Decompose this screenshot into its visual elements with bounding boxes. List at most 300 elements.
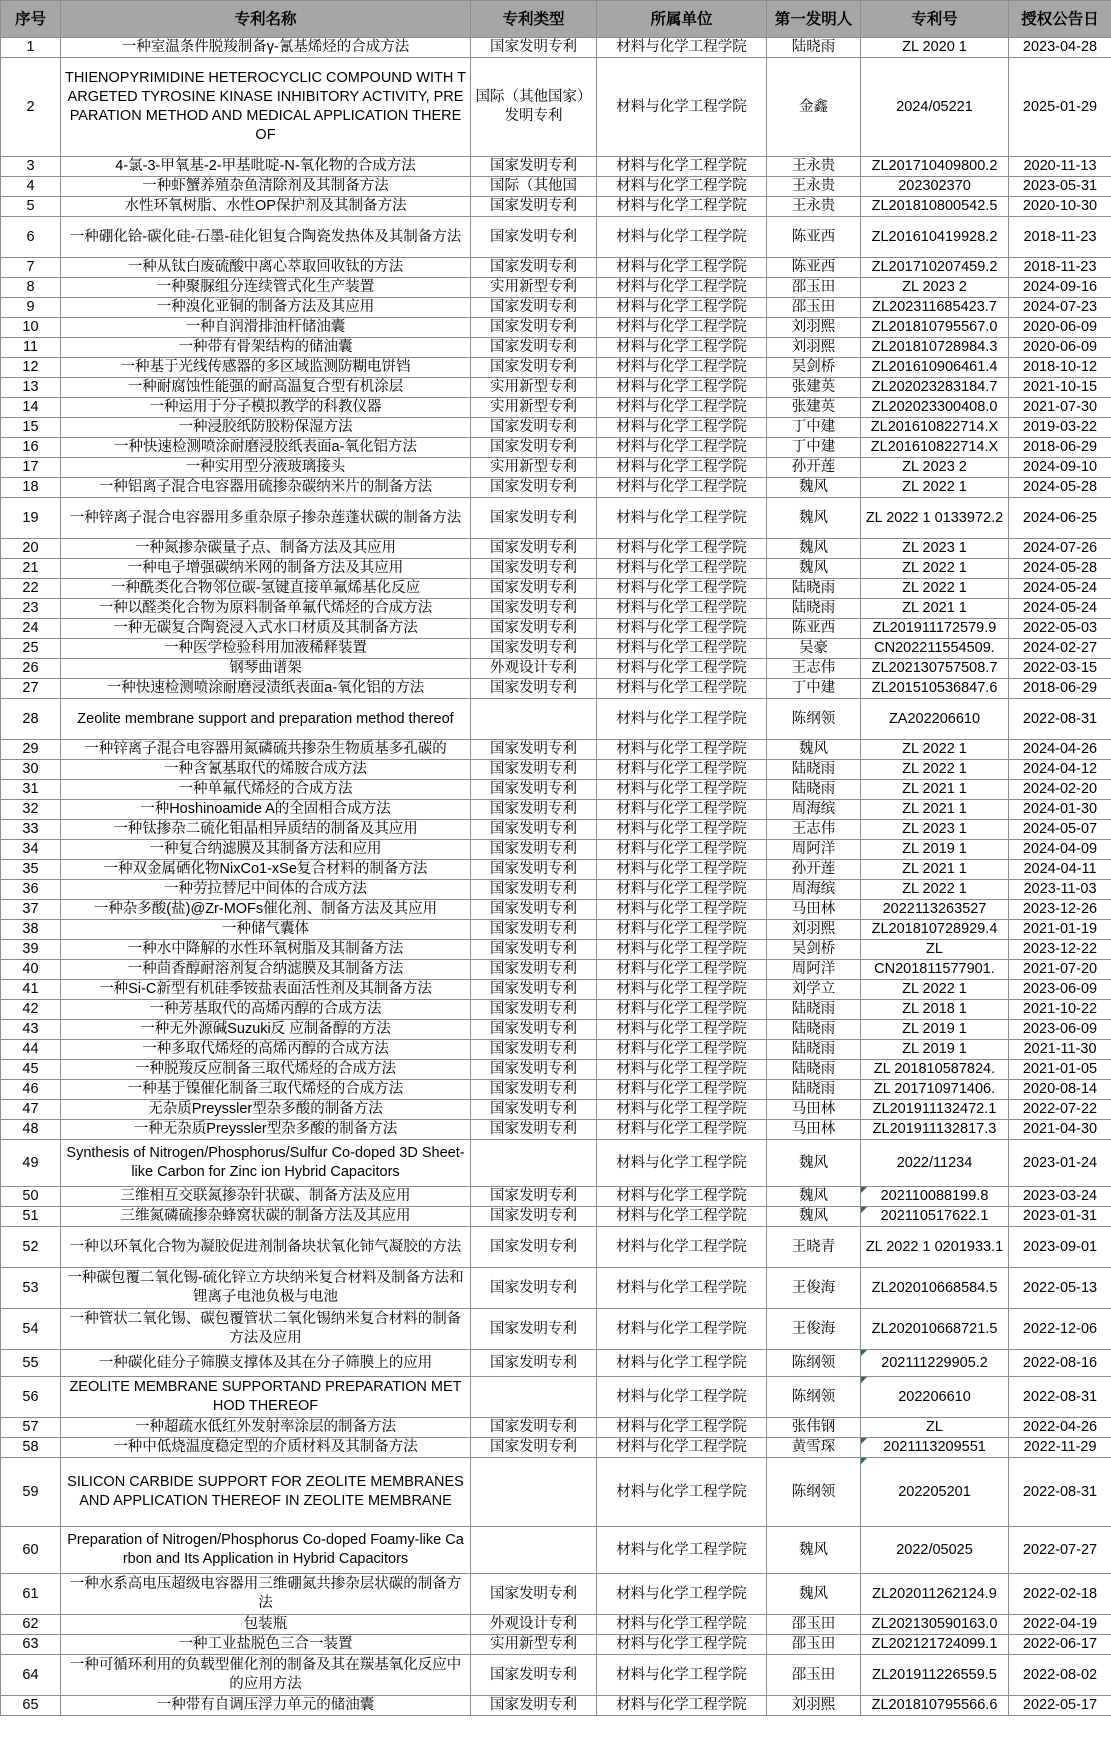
cell-name[interactable]: 一种虾蟹养殖杂鱼清除剂及其制备方法	[61, 177, 471, 197]
cell-date[interactable]: 2022-05-17	[1009, 1696, 1111, 1716]
cell-date[interactable]: 2022-08-16	[1009, 1350, 1111, 1377]
cell-organization[interactable]: 材料与化学工程学院	[597, 539, 767, 559]
cell-organization[interactable]: 材料与化学工程学院	[597, 1458, 767, 1527]
cell-date[interactable]: 2023-01-24	[1009, 1140, 1111, 1187]
cell-date[interactable]: 2019-03-22	[1009, 418, 1111, 438]
cell-patent-number[interactable]: ZL 2022 1 0201933.1	[861, 1227, 1009, 1268]
cell-patent-number[interactable]: 2022/05025	[861, 1527, 1009, 1574]
cell-index[interactable]: 27	[1, 679, 61, 699]
cell-patent-number[interactable]: ZL 2022 1	[861, 880, 1009, 900]
cell-inventor[interactable]: 陆晓雨	[767, 1000, 861, 1020]
cell-organization[interactable]: 材料与化学工程学院	[597, 1060, 767, 1080]
cell-patent-number[interactable]: CN201811577901.	[861, 960, 1009, 980]
cell-inventor[interactable]: 陈亚西	[767, 258, 861, 278]
cell-organization[interactable]: 材料与化学工程学院	[597, 820, 767, 840]
cell-type[interactable]: 国家发明专利	[471, 1227, 597, 1268]
cell-name[interactable]: 一种溴化亚铜的制备方法及其应用	[61, 298, 471, 318]
cell-type[interactable]: 国家发明专利	[471, 679, 597, 699]
cell-type[interactable]: 国家发明专利	[471, 539, 597, 559]
cell-organization[interactable]: 材料与化学工程学院	[597, 1696, 767, 1716]
cell-name[interactable]: 一种单氟代烯烃的合成方法	[61, 780, 471, 800]
cell-date[interactable]: 2020-10-30	[1009, 197, 1111, 217]
cell-date[interactable]: 2024-06-25	[1009, 498, 1111, 539]
cell-name[interactable]: 一种无碳复合陶瓷浸入式水口材质及其制备方法	[61, 619, 471, 639]
cell-inventor[interactable]: 王志伟	[767, 820, 861, 840]
cell-type[interactable]: 国家发明专利	[471, 318, 597, 338]
cell-date[interactable]: 2018-06-29	[1009, 438, 1111, 458]
cell-date[interactable]: 2022-02-18	[1009, 1574, 1111, 1615]
cell-inventor[interactable]: 陆晓雨	[767, 1080, 861, 1100]
cell-patent-number[interactable]: ZL202130757508.7	[861, 659, 1009, 679]
cell-name[interactable]: 一种耐腐蚀性能强的耐高温复合型有机涂层	[61, 378, 471, 398]
cell-organization[interactable]: 材料与化学工程学院	[597, 800, 767, 820]
cell-type[interactable]: 国家发明专利	[471, 1060, 597, 1080]
cell-patent-number[interactable]: 202111229905.2	[861, 1350, 1009, 1377]
cell-inventor[interactable]: 马田林	[767, 900, 861, 920]
cell-inventor[interactable]: 邵玉田	[767, 1615, 861, 1635]
cell-index[interactable]: 9	[1, 298, 61, 318]
cell-type[interactable]: 国家发明专利	[471, 1187, 597, 1207]
cell-name[interactable]: 一种锌离子混合电容器用氮磷硫共掺杂生物质基多孔碳的	[61, 740, 471, 760]
cell-type[interactable]: 国家发明专利	[471, 860, 597, 880]
cell-inventor[interactable]: 魏风	[767, 1574, 861, 1615]
header-patent-type[interactable]: 专利类型	[471, 1, 597, 38]
cell-type[interactable]: 国家发明专利	[471, 740, 597, 760]
cell-organization[interactable]: 材料与化学工程学院	[597, 1527, 767, 1574]
cell-index[interactable]: 3	[1, 157, 61, 177]
cell-patent-number[interactable]: ZL 201810587824.	[861, 1060, 1009, 1080]
cell-inventor[interactable]: 周阿洋	[767, 840, 861, 860]
cell-organization[interactable]: 材料与化学工程学院	[597, 1635, 767, 1655]
cell-name[interactable]: 一种硼化铪-碳化硅-石墨-硅化钽复合陶瓷发热体及其制备方法	[61, 217, 471, 258]
cell-inventor[interactable]: 王永贵	[767, 177, 861, 197]
cell-type[interactable]: 国家发明专利	[471, 780, 597, 800]
cell-date[interactable]: 2023-05-31	[1009, 177, 1111, 197]
cell-organization[interactable]: 材料与化学工程学院	[597, 1020, 767, 1040]
cell-organization[interactable]: 材料与化学工程学院	[597, 679, 767, 699]
cell-type[interactable]: 国家发明专利	[471, 1438, 597, 1458]
cell-index[interactable]: 18	[1, 478, 61, 498]
cell-inventor[interactable]: 陆晓雨	[767, 1020, 861, 1040]
cell-index[interactable]: 58	[1, 1438, 61, 1458]
cell-organization[interactable]: 材料与化学工程学院	[597, 599, 767, 619]
cell-type[interactable]: 国家发明专利	[471, 840, 597, 860]
cell-name[interactable]: Synthesis of Nitrogen/Phosphorus/Sulfur Co-doped 3D Sheet-like Carbon for Zinc ion Hybrid Capacitors	[61, 1140, 471, 1187]
cell-inventor[interactable]: 张建英	[767, 378, 861, 398]
cell-inventor[interactable]: 王俊海	[767, 1268, 861, 1309]
cell-type[interactable]: 国家发明专利	[471, 498, 597, 539]
cell-inventor[interactable]: 王志伟	[767, 659, 861, 679]
cell-index[interactable]: 52	[1, 1227, 61, 1268]
cell-name[interactable]: 钢琴曲谱架	[61, 659, 471, 679]
cell-organization[interactable]: 材料与化学工程学院	[597, 278, 767, 298]
cell-name[interactable]: 一种酰类化合物邻位碳-氢键直接单氟烯基化反应	[61, 579, 471, 599]
cell-date[interactable]: 2022-07-27	[1009, 1527, 1111, 1574]
cell-type[interactable]: 国家发明专利	[471, 298, 597, 318]
cell-date[interactable]: 2021-01-19	[1009, 920, 1111, 940]
cell-index[interactable]: 21	[1, 559, 61, 579]
cell-date[interactable]: 2018-06-29	[1009, 679, 1111, 699]
cell-date[interactable]: 2022-11-29	[1009, 1438, 1111, 1458]
header-index[interactable]: 序号	[1, 1, 61, 38]
cell-type[interactable]: 国家发明专利	[471, 418, 597, 438]
cell-date[interactable]: 2022-07-22	[1009, 1100, 1111, 1120]
cell-date[interactable]: 2021-11-30	[1009, 1040, 1111, 1060]
cell-name[interactable]: 一种带有骨架结构的储油囊	[61, 338, 471, 358]
cell-patent-number[interactable]: ZL 2019 1	[861, 840, 1009, 860]
cell-date[interactable]: 2023-12-26	[1009, 900, 1111, 920]
cell-patent-number[interactable]: ZL201610906461.4	[861, 358, 1009, 378]
cell-date[interactable]: 2024-02-27	[1009, 639, 1111, 659]
cell-index[interactable]: 33	[1, 820, 61, 840]
cell-date[interactable]: 2023-06-09	[1009, 980, 1111, 1000]
cell-patent-number[interactable]: 202110517622.1	[861, 1207, 1009, 1227]
cell-patent-number[interactable]: 202206610	[861, 1377, 1009, 1418]
cell-type[interactable]: 国家发明专利	[471, 900, 597, 920]
cell-patent-number[interactable]: ZL201610419928.2	[861, 217, 1009, 258]
cell-type[interactable]: 国家发明专利	[471, 1000, 597, 1020]
cell-type[interactable]: 国家发明专利	[471, 1309, 597, 1350]
cell-type[interactable]: 国家发明专利	[471, 1696, 597, 1716]
cell-patent-number[interactable]: ZL201810800542.5	[861, 197, 1009, 217]
cell-name[interactable]: 一种复合纳滤膜及其制备方法和应用	[61, 840, 471, 860]
cell-inventor[interactable]: 孙开莲	[767, 860, 861, 880]
cell-name[interactable]: 一种基于光线传感器的多区域监测防糊电饼铛	[61, 358, 471, 378]
cell-inventor[interactable]: 魏风	[767, 1207, 861, 1227]
cell-organization[interactable]: 材料与化学工程学院	[597, 1655, 767, 1696]
cell-index[interactable]: 57	[1, 1418, 61, 1438]
cell-index[interactable]: 14	[1, 398, 61, 418]
cell-patent-number[interactable]: 2024/05221	[861, 58, 1009, 157]
cell-type[interactable]: 国家发明专利	[471, 1655, 597, 1696]
cell-organization[interactable]: 材料与化学工程学院	[597, 1100, 767, 1120]
cell-patent-number[interactable]: 2022/11234	[861, 1140, 1009, 1187]
cell-date[interactable]: 2022-08-31	[1009, 699, 1111, 740]
cell-index[interactable]: 15	[1, 418, 61, 438]
cell-index[interactable]: 13	[1, 378, 61, 398]
cell-index[interactable]: 43	[1, 1020, 61, 1040]
cell-patent-number[interactable]: ZL201810795566.6	[861, 1696, 1009, 1716]
cell-type[interactable]: 实用新型专利	[471, 398, 597, 418]
cell-organization[interactable]: 材料与化学工程学院	[597, 318, 767, 338]
cell-organization[interactable]: 材料与化学工程学院	[597, 157, 767, 177]
cell-type[interactable]: 实用新型专利	[471, 378, 597, 398]
cell-date[interactable]: 2021-07-30	[1009, 398, 1111, 418]
cell-organization[interactable]: 材料与化学工程学院	[597, 1227, 767, 1268]
cell-name[interactable]: Zeolite membrane support and preparation method thereof	[61, 699, 471, 740]
cell-inventor[interactable]: 邵玉田	[767, 298, 861, 318]
cell-index[interactable]: 42	[1, 1000, 61, 1020]
cell-organization[interactable]: 材料与化学工程学院	[597, 1207, 767, 1227]
cell-type[interactable]: 国家发明专利	[471, 800, 597, 820]
cell-date[interactable]: 2023-03-24	[1009, 1187, 1111, 1207]
cell-name[interactable]: 一种Si-C新型有机硅季铵盐表面活性剂及其制备方法	[61, 980, 471, 1000]
cell-index[interactable]: 24	[1, 619, 61, 639]
cell-date[interactable]: 2021-10-15	[1009, 378, 1111, 398]
cell-organization[interactable]: 材料与化学工程学院	[597, 1574, 767, 1615]
cell-name[interactable]: 一种运用于分子模拟教学的科教仪器	[61, 398, 471, 418]
cell-patent-number[interactable]: ZL 2022 1	[861, 478, 1009, 498]
cell-patent-number[interactable]: ZL201510536847.6	[861, 679, 1009, 699]
cell-inventor[interactable]: 邵玉田	[767, 278, 861, 298]
cell-patent-number[interactable]: ZL 2022 1	[861, 559, 1009, 579]
cell-index[interactable]: 30	[1, 760, 61, 780]
cell-index[interactable]: 37	[1, 900, 61, 920]
cell-date[interactable]: 2024-04-11	[1009, 860, 1111, 880]
cell-date[interactable]: 2024-05-24	[1009, 579, 1111, 599]
cell-type[interactable]: 国家发明专利	[471, 820, 597, 840]
cell-type[interactable]: 国家发明专利	[471, 1268, 597, 1309]
cell-inventor[interactable]: 陆晓雨	[767, 1060, 861, 1080]
cell-inventor[interactable]: 魏风	[767, 539, 861, 559]
cell-name[interactable]: 水性环氧树脂、水性OP保护剂及其制备方法	[61, 197, 471, 217]
cell-date[interactable]: 2018-11-23	[1009, 258, 1111, 278]
cell-patent-number[interactable]: ZA202206610	[861, 699, 1009, 740]
cell-organization[interactable]: 材料与化学工程学院	[597, 498, 767, 539]
cell-type[interactable]: 国家发明专利	[471, 338, 597, 358]
cell-index[interactable]: 55	[1, 1350, 61, 1377]
cell-organization[interactable]: 材料与化学工程学院	[597, 1615, 767, 1635]
cell-patent-number[interactable]: ZL 2022 1	[861, 740, 1009, 760]
cell-patent-number[interactable]: ZL201610822714.X	[861, 438, 1009, 458]
cell-organization[interactable]: 材料与化学工程学院	[597, 378, 767, 398]
cell-type[interactable]: 国家发明专利	[471, 157, 597, 177]
cell-name[interactable]: 一种管状二氧化锡、碳包覆管状二氧化锡纳米复合材料的制备方法及应用	[61, 1309, 471, 1350]
cell-name[interactable]: 一种浸胶纸防胶粉保湿方法	[61, 418, 471, 438]
cell-date[interactable]: 2024-02-20	[1009, 780, 1111, 800]
cell-index[interactable]: 32	[1, 800, 61, 820]
cell-inventor[interactable]: 周海缤	[767, 880, 861, 900]
cell-date[interactable]: 2022-08-31	[1009, 1458, 1111, 1527]
cell-date[interactable]: 2022-04-19	[1009, 1615, 1111, 1635]
cell-patent-number[interactable]: 202110088199.8	[861, 1187, 1009, 1207]
cell-index[interactable]: 51	[1, 1207, 61, 1227]
cell-index[interactable]: 47	[1, 1100, 61, 1120]
cell-name[interactable]: 一种中低烧温度稳定型的介质材料及其制备方法	[61, 1438, 471, 1458]
cell-organization[interactable]: 材料与化学工程学院	[597, 1140, 767, 1187]
cell-organization[interactable]: 材料与化学工程学院	[597, 1268, 767, 1309]
cell-inventor[interactable]: 张伟钢	[767, 1418, 861, 1438]
cell-type[interactable]: 国家发明专利	[471, 960, 597, 980]
cell-organization[interactable]: 材料与化学工程学院	[597, 980, 767, 1000]
cell-index[interactable]: 11	[1, 338, 61, 358]
cell-name[interactable]: 一种基于镍催化制备三取代烯烃的合成方法	[61, 1080, 471, 1100]
cell-name[interactable]: 一种水系高电压超级电容器用三维硼氮共掺杂层状碳的制备方法	[61, 1574, 471, 1615]
cell-inventor[interactable]: 马田林	[767, 1100, 861, 1120]
cell-name[interactable]: 一种无杂质Preyssler型杂多酸的制备方法	[61, 1120, 471, 1140]
cell-inventor[interactable]: 王永贵	[767, 197, 861, 217]
cell-patent-number[interactable]: ZL201911132472.1	[861, 1100, 1009, 1120]
cell-name[interactable]: 一种聚脲组分连续管式化生产装置	[61, 278, 471, 298]
cell-organization[interactable]: 材料与化学工程学院	[597, 418, 767, 438]
cell-organization[interactable]: 材料与化学工程学院	[597, 217, 767, 258]
cell-type[interactable]: 国家发明专利	[471, 38, 597, 58]
cell-name[interactable]: 一种可循环利用的负载型催化剂的制备及其在羰基氧化反应中的应用方法	[61, 1655, 471, 1696]
cell-inventor[interactable]: 魏风	[767, 1527, 861, 1574]
cell-inventor[interactable]: 刘学立	[767, 980, 861, 1000]
cell-date[interactable]: 2018-11-23	[1009, 217, 1111, 258]
cell-name[interactable]: 一种杂多酸(盐)@Zr-MOFs催化剂、制备方法及其应用	[61, 900, 471, 920]
cell-index[interactable]: 45	[1, 1060, 61, 1080]
cell-date[interactable]: 2020-11-13	[1009, 157, 1111, 177]
cell-inventor[interactable]: 刘羽熙	[767, 338, 861, 358]
cell-patent-number[interactable]: ZL	[861, 940, 1009, 960]
cell-index[interactable]: 56	[1, 1377, 61, 1418]
cell-patent-number[interactable]: ZL 201710971406.	[861, 1080, 1009, 1100]
cell-type[interactable]: 实用新型专利	[471, 278, 597, 298]
cell-inventor[interactable]: 陆晓雨	[767, 579, 861, 599]
cell-type[interactable]: 国家发明专利	[471, 1120, 597, 1140]
cell-name[interactable]: 一种工业盐脱色三合一装置	[61, 1635, 471, 1655]
cell-organization[interactable]: 材料与化学工程学院	[597, 579, 767, 599]
cell-name[interactable]: 4-氯-3-甲氧基-2-甲基吡啶-N-氧化物的合成方法	[61, 157, 471, 177]
cell-organization[interactable]: 材料与化学工程学院	[597, 699, 767, 740]
cell-patent-number[interactable]: ZL 2019 1	[861, 1020, 1009, 1040]
cell-inventor[interactable]: 黄雪琛	[767, 1438, 861, 1458]
cell-index[interactable]: 34	[1, 840, 61, 860]
cell-index[interactable]: 48	[1, 1120, 61, 1140]
cell-organization[interactable]: 材料与化学工程学院	[597, 1040, 767, 1060]
cell-index[interactable]: 65	[1, 1696, 61, 1716]
cell-date[interactable]: 2021-07-20	[1009, 960, 1111, 980]
cell-patent-number[interactable]: ZL201911172579.9	[861, 619, 1009, 639]
cell-index[interactable]: 6	[1, 217, 61, 258]
cell-patent-number[interactable]: CN202211554509.	[861, 639, 1009, 659]
cell-name[interactable]: 三维相互交联氮掺杂针状碳、制备方法及应用	[61, 1187, 471, 1207]
cell-date[interactable]: 2022-12-06	[1009, 1309, 1111, 1350]
cell-inventor[interactable]: 陈纲领	[767, 1350, 861, 1377]
cell-type[interactable]: 国家发明专利	[471, 438, 597, 458]
cell-index[interactable]: 23	[1, 599, 61, 619]
cell-name[interactable]: 一种以醛类化合物为原料制备单氟代烯烃的合成方法	[61, 599, 471, 619]
cell-type[interactable]: 国家发明专利	[471, 197, 597, 217]
cell-inventor[interactable]: 邵玉田	[767, 1655, 861, 1696]
cell-patent-number[interactable]: 202205201	[861, 1458, 1009, 1527]
cell-date[interactable]: 2021-04-30	[1009, 1120, 1111, 1140]
cell-index[interactable]: 20	[1, 539, 61, 559]
header-patent-number[interactable]: 专利号	[861, 1, 1009, 38]
cell-organization[interactable]: 材料与化学工程学院	[597, 398, 767, 418]
cell-organization[interactable]: 材料与化学工程学院	[597, 740, 767, 760]
cell-index[interactable]: 50	[1, 1187, 61, 1207]
cell-inventor[interactable]: 邵玉田	[767, 1635, 861, 1655]
cell-name[interactable]: 一种劳拉替尼中间体的合成方法	[61, 880, 471, 900]
cell-organization[interactable]: 材料与化学工程学院	[597, 258, 767, 278]
cell-type[interactable]: 国家发明专利	[471, 1418, 597, 1438]
cell-inventor[interactable]: 陆晓雨	[767, 1040, 861, 1060]
cell-organization[interactable]: 材料与化学工程学院	[597, 860, 767, 880]
cell-index[interactable]: 49	[1, 1140, 61, 1187]
cell-name[interactable]: 一种无外源碱Suzuki反 应制备醇的方法	[61, 1020, 471, 1040]
cell-index[interactable]: 25	[1, 639, 61, 659]
cell-type[interactable]	[471, 1527, 597, 1574]
cell-name[interactable]: 一种茴香醇耐溶剂复合纳滤膜及其制备方法	[61, 960, 471, 980]
cell-organization[interactable]: 材料与化学工程学院	[597, 1418, 767, 1438]
cell-type[interactable]: 国家发明专利	[471, 639, 597, 659]
cell-inventor[interactable]: 陆晓雨	[767, 780, 861, 800]
cell-name[interactable]: Preparation of Nitrogen/Phosphorus Co-doped Foamy-like Carbon and Its Application in Hybrid Capacitors	[61, 1527, 471, 1574]
cell-date[interactable]: 2020-06-09	[1009, 318, 1111, 338]
cell-patent-number[interactable]: ZL201911132817.3	[861, 1120, 1009, 1140]
cell-inventor[interactable]: 刘羽熙	[767, 920, 861, 940]
cell-index[interactable]: 61	[1, 1574, 61, 1615]
cell-name[interactable]: 一种双金属硒化物NixCo1-xSe复合材料的制备方法	[61, 860, 471, 880]
cell-organization[interactable]: 材料与化学工程学院	[597, 1350, 767, 1377]
cell-index[interactable]: 16	[1, 438, 61, 458]
cell-organization[interactable]: 材料与化学工程学院	[597, 58, 767, 157]
cell-date[interactable]: 2018-10-12	[1009, 358, 1111, 378]
cell-index[interactable]: 19	[1, 498, 61, 539]
cell-date[interactable]: 2022-05-13	[1009, 1268, 1111, 1309]
cell-date[interactable]: 2024-05-24	[1009, 599, 1111, 619]
cell-name[interactable]: 一种电子增强碳纳米网的制备方法及其应用	[61, 559, 471, 579]
cell-inventor[interactable]: 吴剑桥	[767, 940, 861, 960]
cell-index[interactable]: 39	[1, 940, 61, 960]
cell-inventor[interactable]: 周阿洋	[767, 960, 861, 980]
cell-patent-number[interactable]: ZL	[861, 1418, 1009, 1438]
cell-organization[interactable]: 材料与化学工程学院	[597, 1187, 767, 1207]
cell-type[interactable]: 国际（其他国家）发明专利	[471, 58, 597, 157]
cell-type[interactable]: 国家发明专利	[471, 559, 597, 579]
cell-date[interactable]: 2024-05-28	[1009, 478, 1111, 498]
cell-index[interactable]: 41	[1, 980, 61, 1000]
header-first-inventor[interactable]: 第一发明人	[767, 1, 861, 38]
cell-organization[interactable]: 材料与化学工程学院	[597, 940, 767, 960]
cell-name[interactable]: 一种水中降解的水性环氧树脂及其制备方法	[61, 940, 471, 960]
cell-name[interactable]: 一种医学检验科用加液稀释装置	[61, 639, 471, 659]
cell-organization[interactable]: 材料与化学工程学院	[597, 338, 767, 358]
cell-index[interactable]: 36	[1, 880, 61, 900]
cell-patent-number[interactable]: ZL202130590163.0	[861, 1615, 1009, 1635]
cell-patent-number[interactable]: ZL201710409800.2	[861, 157, 1009, 177]
cell-date[interactable]: 2022-06-17	[1009, 1635, 1111, 1655]
cell-patent-number[interactable]: ZL202121724099.1	[861, 1635, 1009, 1655]
cell-inventor[interactable]: 魏风	[767, 1187, 861, 1207]
cell-inventor[interactable]: 陈亚西	[767, 619, 861, 639]
cell-date[interactable]: 2023-06-09	[1009, 1020, 1111, 1040]
cell-name[interactable]: THIENOPYRIMIDINE HETEROCYCLIC COMPOUND WITH TARGETED TYROSINE KINASE INHIBITORY ACTIVITY, PREPARATION METHOD AND MEDICAL APPLICATION THEREOF	[61, 58, 471, 157]
cell-name[interactable]: 一种脱羧反应制备三取代烯烃的合成方法	[61, 1060, 471, 1080]
cell-patent-number[interactable]: ZL 2023 2	[861, 458, 1009, 478]
cell-patent-number[interactable]: ZL202010668721.5	[861, 1309, 1009, 1350]
header-grant-date[interactable]: 授权公告日	[1009, 1, 1111, 38]
cell-name[interactable]: 一种钛掺杂二硫化钼晶相异质结的制备及其应用	[61, 820, 471, 840]
cell-type[interactable]: 国家发明专利	[471, 358, 597, 378]
cell-patent-number[interactable]: 2021113209551	[861, 1438, 1009, 1458]
cell-index[interactable]: 38	[1, 920, 61, 940]
cell-date[interactable]: 2022-05-03	[1009, 619, 1111, 639]
cell-date[interactable]: 2023-01-31	[1009, 1207, 1111, 1227]
cell-type[interactable]: 外观设计专利	[471, 1615, 597, 1635]
header-organization[interactable]: 所属单位	[597, 1, 767, 38]
cell-date[interactable]: 2025-01-29	[1009, 58, 1111, 157]
cell-patent-number[interactable]: ZL201610822714.X	[861, 418, 1009, 438]
cell-name[interactable]: 一种碳包覆二氧化锡-硫化锌立方块纳米复合材料及制备方法和锂离子电池负极与电池	[61, 1268, 471, 1309]
cell-type[interactable]: 国家发明专利	[471, 1207, 597, 1227]
cell-name[interactable]: 一种从钛白废硫酸中离心萃取回收钛的方法	[61, 258, 471, 278]
cell-inventor[interactable]: 张建英	[767, 398, 861, 418]
cell-date[interactable]: 2023-04-28	[1009, 38, 1111, 58]
cell-inventor[interactable]: 魏风	[767, 498, 861, 539]
cell-name[interactable]: 一种氮掺杂碳量子点、制备方法及其应用	[61, 539, 471, 559]
cell-inventor[interactable]: 马田林	[767, 1120, 861, 1140]
cell-type[interactable]: 国家发明专利	[471, 940, 597, 960]
cell-organization[interactable]: 材料与化学工程学院	[597, 1080, 767, 1100]
cell-index[interactable]: 53	[1, 1268, 61, 1309]
cell-patent-number[interactable]: ZL202311685423.7	[861, 298, 1009, 318]
cell-type[interactable]: 实用新型专利	[471, 1635, 597, 1655]
cell-patent-number[interactable]: ZL201810795567.0	[861, 318, 1009, 338]
